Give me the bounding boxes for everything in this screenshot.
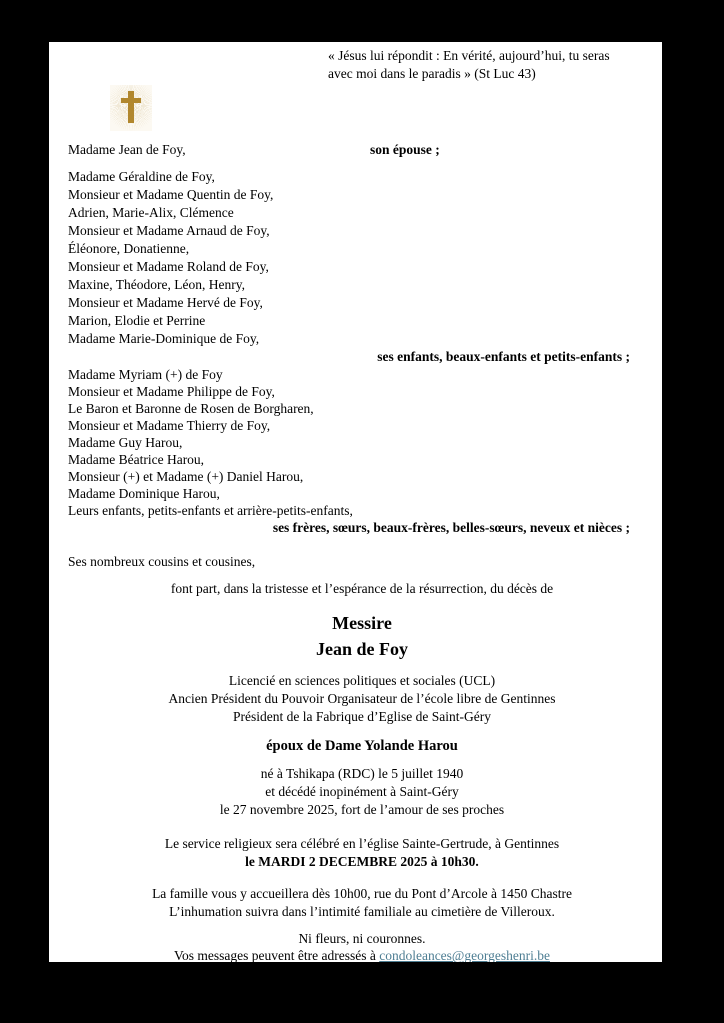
family-line: Le Baron et Baronne de Rosen de Borgharen, (68, 401, 314, 416)
relation-children-label: ses enfants, beaux-enfants et petits-enfants ; (377, 349, 630, 364)
condolences-line (68, 947, 656, 962)
family-line: Monsieur et Madame Quentin de Foy, (68, 187, 274, 202)
deceased-name: Jean de Foy (316, 639, 408, 659)
family-children-list (68, 168, 656, 348)
condolences-prefix: Vos messages peuvent être adressés à (174, 948, 380, 962)
family-line: Madame Guy Harou, (68, 435, 183, 450)
deceased-title-block (68, 610, 656, 662)
cross-horizontal-bar (121, 98, 141, 103)
family-line: Madame Dominique Harou, (68, 486, 220, 501)
widow-relation-label: son épouse ; (370, 142, 440, 157)
burial-line: L’inhumation suivra dans l’intimité familiale au cimetière de Villeroux. (169, 904, 555, 919)
obituary-page (49, 42, 662, 962)
credential-line: Président de la Fabrique d’Eglise de Saint-Géry (233, 709, 491, 724)
family-line: Monsieur et Madame Hervé de Foy, (68, 295, 263, 310)
family-line: Marion, Elodie et Perrine (68, 313, 206, 328)
credential-line: Ancien Président du Pouvoir Organisateur de l’école libre de Gentinnes (168, 691, 556, 706)
family-line: Monsieur et Madame Arnaud de Foy, (68, 223, 270, 238)
family-line: Maxine, Théodore, Léon, Henry, (68, 277, 245, 292)
closing-block (68, 930, 656, 962)
family-line: Éléonore, Donatienne, (68, 241, 190, 256)
family-line: Madame Géraldine de Foy, (68, 169, 215, 184)
family-line: Madame Myriam (+) de Foy (68, 367, 223, 382)
death-place-line: et décédé inopinément à Saint-Géry (265, 784, 459, 799)
family-line: Monsieur et Madame Roland de Foy, (68, 259, 269, 274)
service-location-line: Le service religieux sera célébré en l’église Sainte-Gertrude, à Gentinnes (164, 836, 560, 851)
no-flowers-line: Ni fleurs, ni couronnes. (298, 931, 426, 946)
spouse-line: époux de Dame Yolande Harou (266, 738, 458, 754)
cousins-line: Ses nombreux cousins et cousines, (68, 554, 256, 569)
life-dates-block (68, 765, 656, 819)
family-line: Adrien, Marie-Alix, Clémence (68, 205, 234, 220)
widow-row (68, 141, 656, 159)
family-line: Monsieur (+) et Madame (+) Daniel Harou, (68, 469, 304, 484)
service-block (68, 835, 656, 871)
credential-line: Licencié en sciences politiques et sociales (UCL) (228, 673, 496, 688)
scripture-quote-line1: « Jésus lui répondit : En vérité, aujourd’hui, tu seras (328, 48, 610, 63)
condolences-email-link[interactable]: condoleances@georgeshenri.be (379, 948, 550, 962)
welcome-block (68, 885, 656, 921)
family-line: Monsieur et Madame Thierry de Foy, (68, 418, 271, 433)
relation-siblings-label: ses frères, sœurs, beaux-frères, belles-sœurs, neveux et nièces ; (272, 520, 630, 535)
announcement-line: font part, dans la tristesse et l’espérance de la résurrection, du décès de (170, 581, 554, 596)
family-line: Monsieur et Madame Philippe de Foy, (68, 384, 275, 399)
scripture-quote-line2: avec moi dans le paradis » (St Luc 43) (328, 66, 536, 81)
family-line: Madame Béatrice Harou, (68, 452, 205, 467)
family-line: Madame Marie-Dominique de Foy, (68, 331, 260, 346)
radiant-cross-icon (110, 85, 152, 131)
deceased-honorific: Messire (332, 613, 392, 633)
family-siblings-list (68, 366, 656, 519)
birth-line: né à Tshikapa (RDC) le 5 juillet 1940 (260, 766, 464, 781)
widow-name: Madame Jean de Foy, (68, 142, 186, 157)
cross-vertical-bar (128, 91, 134, 123)
family-line: Leurs enfants, petits-enfants et arrière-petits-enfants, (68, 503, 353, 518)
service-datetime-line: le MARDI 2 DECEMBRE 2025 à 10h30. (245, 854, 479, 869)
scripture-quote (328, 47, 656, 83)
deceased-credentials (68, 672, 656, 726)
death-date-line: le 27 novembre 2025, fort de l’amour de ses proches (219, 802, 505, 817)
welcome-line: La famille vous y accueillera dès 10h00, rue du Pont d’Arcole à 1450 Chastre (152, 886, 572, 901)
